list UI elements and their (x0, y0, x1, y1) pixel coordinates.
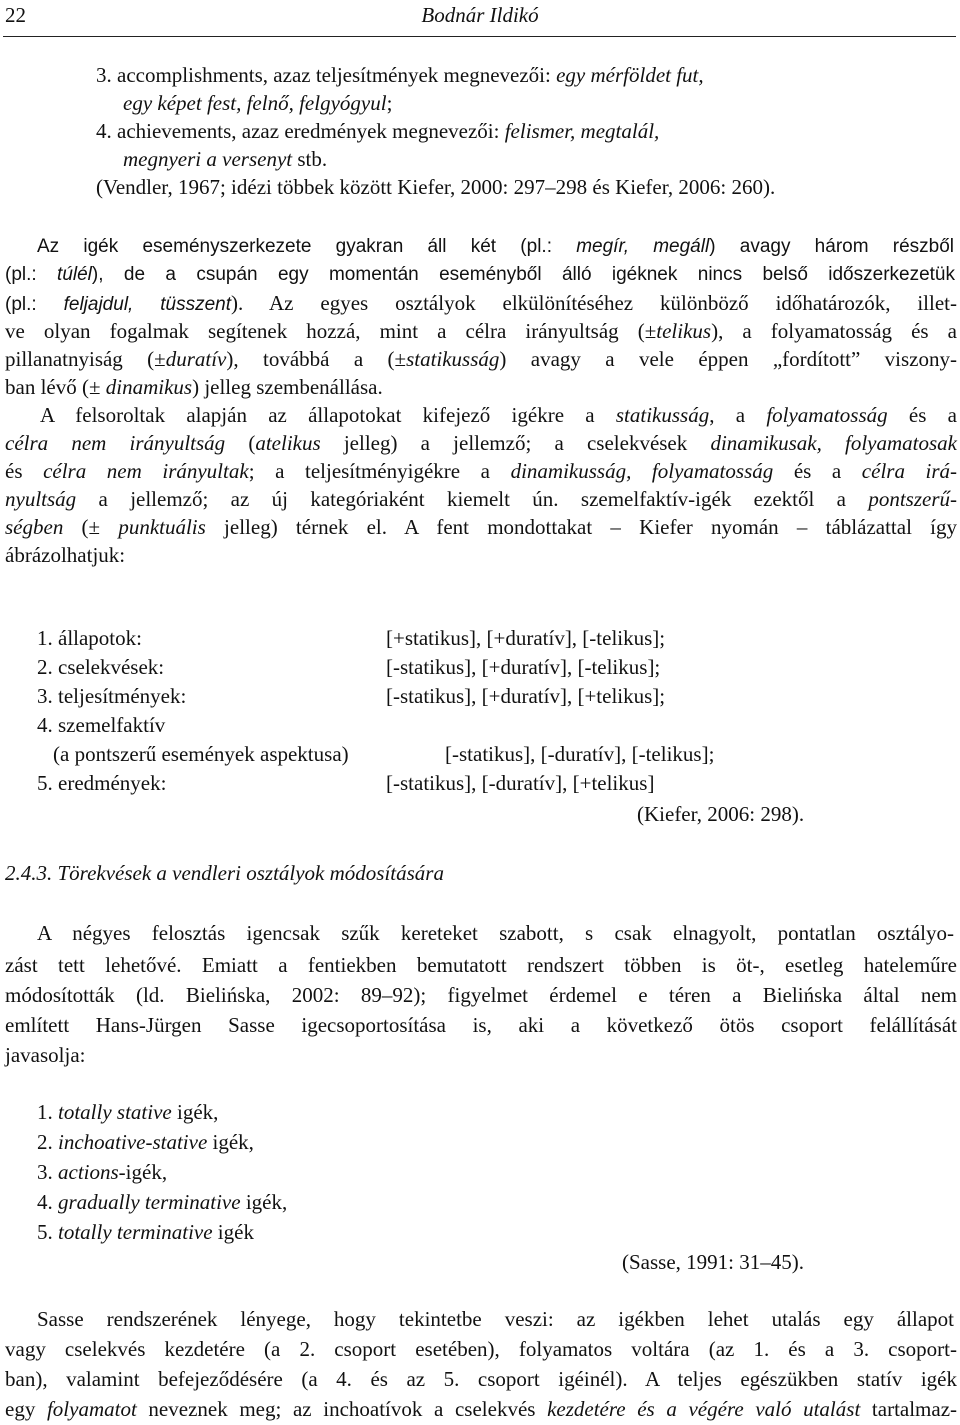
sasse-item-5: 5. totally terminative igék (37, 1220, 254, 1244)
table-row-4-label: 4. szemelfaktív (37, 713, 166, 737)
vendler-item-3: 3. accomplishments, azaz teljesítmények megnevezői: egy mérföldet fut, (96, 63, 704, 87)
para4-line-3: ban), valamint befejeződésére (a 4. és az 5. csoport igéinél). A teljes egészükben statív igék (5, 1367, 957, 1391)
sasse-item-2: 2. inchoative-stative igék, (37, 1130, 254, 1154)
para4-line-1: Sasse rendszerének lényege, hogy tekintetbe veszi: az igékben lehet utalás egy állapot (37, 1307, 954, 1331)
table-row-3-label: 3. teljesítmények: (37, 684, 187, 708)
vendler-citation: (Vendler, 1967; idézi többek között Kiefer, 2000: 297–298 és Kiefer, 2006: 260). (96, 175, 776, 199)
table-citation: (Kiefer, 2006: 298). (637, 802, 805, 826)
para1-line-5: pillanatnyiság (±duratív), továbbá a (±statikusság) avagy a vele éppen „fordított” viszony- (5, 347, 957, 371)
table-row-4b-label: (a pontszerű események aspektusa) (53, 742, 349, 766)
sasse-citation: (Sasse, 1991: 31–45). (622, 1250, 804, 1274)
para4-line-4: egy folyamatot neveznek meg; az inchoatívok a cselekvés kezdetére és a végére való utalást tartalmaz- (5, 1397, 958, 1421)
sasse-item-4: 4. gradually terminative igék, (37, 1190, 288, 1214)
section-heading: 2.4.3. Törekvések a vendleri osztályok módosítására (5, 861, 444, 885)
para1-line-4: ve olyan fogalmak segítenek hozzá, mint a célra irányultság (±telikus), a folyamatosság és a (5, 319, 957, 343)
para3-line-2: zást tett lehetővé. Emiatt a fentiekben bemutatott rendszert többen is öt-, esetleg hateleműre (5, 953, 957, 977)
para2-line-6: ábrázolhatjuk: (5, 543, 126, 567)
table-row-3-features: [-statikus], [+duratív], [+telikus]; (386, 684, 666, 708)
para1-line-3: (pl.: feljajdul, tüsszent). Az egyes osztályok elkülönítéséhez különböző időhatározók, illet- (5, 291, 957, 315)
para2-line-4: nyultság a jellemző; az új kategóriaként kiemelt ún. szemelfaktív-igék ezektől a pontszerű- (5, 487, 957, 511)
table-row-1-label: 1. állapotok: (37, 626, 142, 650)
sasse-item-1: 1. totally stative igék, (37, 1100, 219, 1124)
para2-line-3: és célra nem irányultak; a teljesítményigékre a dinamikusság, folyamatosság és a célra irá- (5, 459, 958, 483)
table-row-5-label: 5. eredmények: (37, 771, 167, 795)
vendler-item-4-continued: megnyeri a versenyt stb. (123, 147, 328, 171)
header-rule (3, 36, 956, 37)
table-row-2-features: [-statikus], [+duratív], [-telikus]; (386, 655, 661, 679)
para2-line-2: célra nem irányultság (atelikus jelleg) a jellemző; a cselekvések dinamikusak, folyamatosak (5, 431, 957, 455)
para3-line-5: javasolja: (5, 1043, 86, 1067)
table-row-2-label: 2. cselekvések: (37, 655, 165, 679)
para2-line-1: A felsoroltak alapján az állapotokat kifejező igékre a statikusság, a folyamatosság és a (40, 403, 957, 427)
table-row-1-features: [+statikus], [+duratív], [-telikus]; (386, 626, 666, 650)
para1-line-1: Az igék eseményszerkezete gyakran áll két (pl.: megír, megáll) avagy három részből (37, 236, 955, 257)
table-row-5-features: [-statikus], [-duratív], [+telikus] (386, 771, 655, 795)
page-number: 22 (5, 3, 26, 27)
para2-line-5: ségben (± punktuális jelleg) térnek el. A fent mondottakat – Kiefer nyomán – táblázattal így (5, 515, 957, 539)
running-author: Bodnár Ildikó (421, 3, 539, 27)
table-row-4b-features: [-statikus], [-duratív], [-telikus]; (445, 742, 715, 766)
para1-line-6: ban lévő (± dinamikus) jelleg szembenállása. (5, 375, 383, 399)
vendler-item-4: 4. achievements, azaz eredmények megnevezői: felismer, megtalál, (96, 119, 660, 143)
para3-line-3: módosították (ld. Bielińska, 2002: 89–92); figyelmet érdemel e téren a Bielińska által nem (5, 983, 957, 1007)
sasse-item-3: 3. actions-igék, (37, 1160, 168, 1184)
para4-line-2: vagy cselekvés kezdetére (a 2. csoport esetében), folyamatos voltára (az 1. és a 3. csoport- (5, 1337, 957, 1361)
vendler-item-3-continued: egy képet fest, felnő, felgyógyul; (123, 91, 393, 115)
running-header (0, 3, 960, 29)
para3-line-4: említett Hans-Jürgen Sasse igecsoportosítása is, aki a következő ötös csoport felállítását (5, 1013, 957, 1037)
para3-line-1: A négyes felosztás igencsak szűk kereteket szabott, s csak elnagyolt, pontatlan osztályo- (37, 921, 954, 945)
para1-line-2: (pl.: túlél), de a csupán egy momentán eseményből álló igéknek nincs belső időszerkezetük (5, 264, 955, 285)
